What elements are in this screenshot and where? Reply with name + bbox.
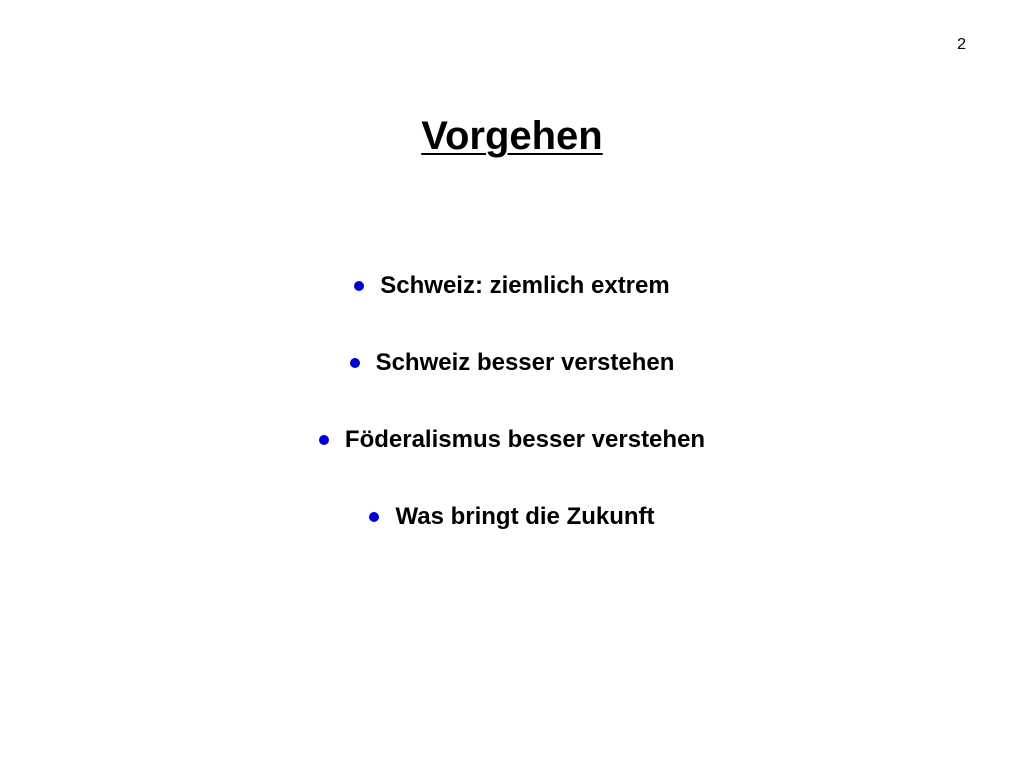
bullet-text: Was bringt die Zukunft — [395, 503, 655, 530]
bullet-dot-icon — [319, 435, 329, 445]
bullet-line — [350, 343, 675, 383]
bullet-text: Schweiz: ziemlich extrem — [380, 272, 670, 299]
bullet-list — [0, 266, 1024, 574]
list-item — [0, 420, 1024, 497]
bullet-line — [319, 420, 705, 460]
list-item — [0, 497, 1024, 574]
bullet-text: Schweiz besser verstehen — [375, 349, 675, 376]
bullet-line — [354, 266, 669, 306]
bullet-dot-icon — [350, 358, 360, 368]
bullet-text: Föderalismus besser verstehen — [344, 426, 706, 453]
bullet-dot-icon — [354, 281, 364, 291]
slide-title: Vorgehen — [421, 114, 603, 158]
bullet-dot-icon — [369, 512, 379, 522]
page-number: 2 — [957, 36, 966, 53]
list-item — [0, 343, 1024, 420]
bullet-line — [369, 497, 654, 537]
list-item — [0, 266, 1024, 343]
